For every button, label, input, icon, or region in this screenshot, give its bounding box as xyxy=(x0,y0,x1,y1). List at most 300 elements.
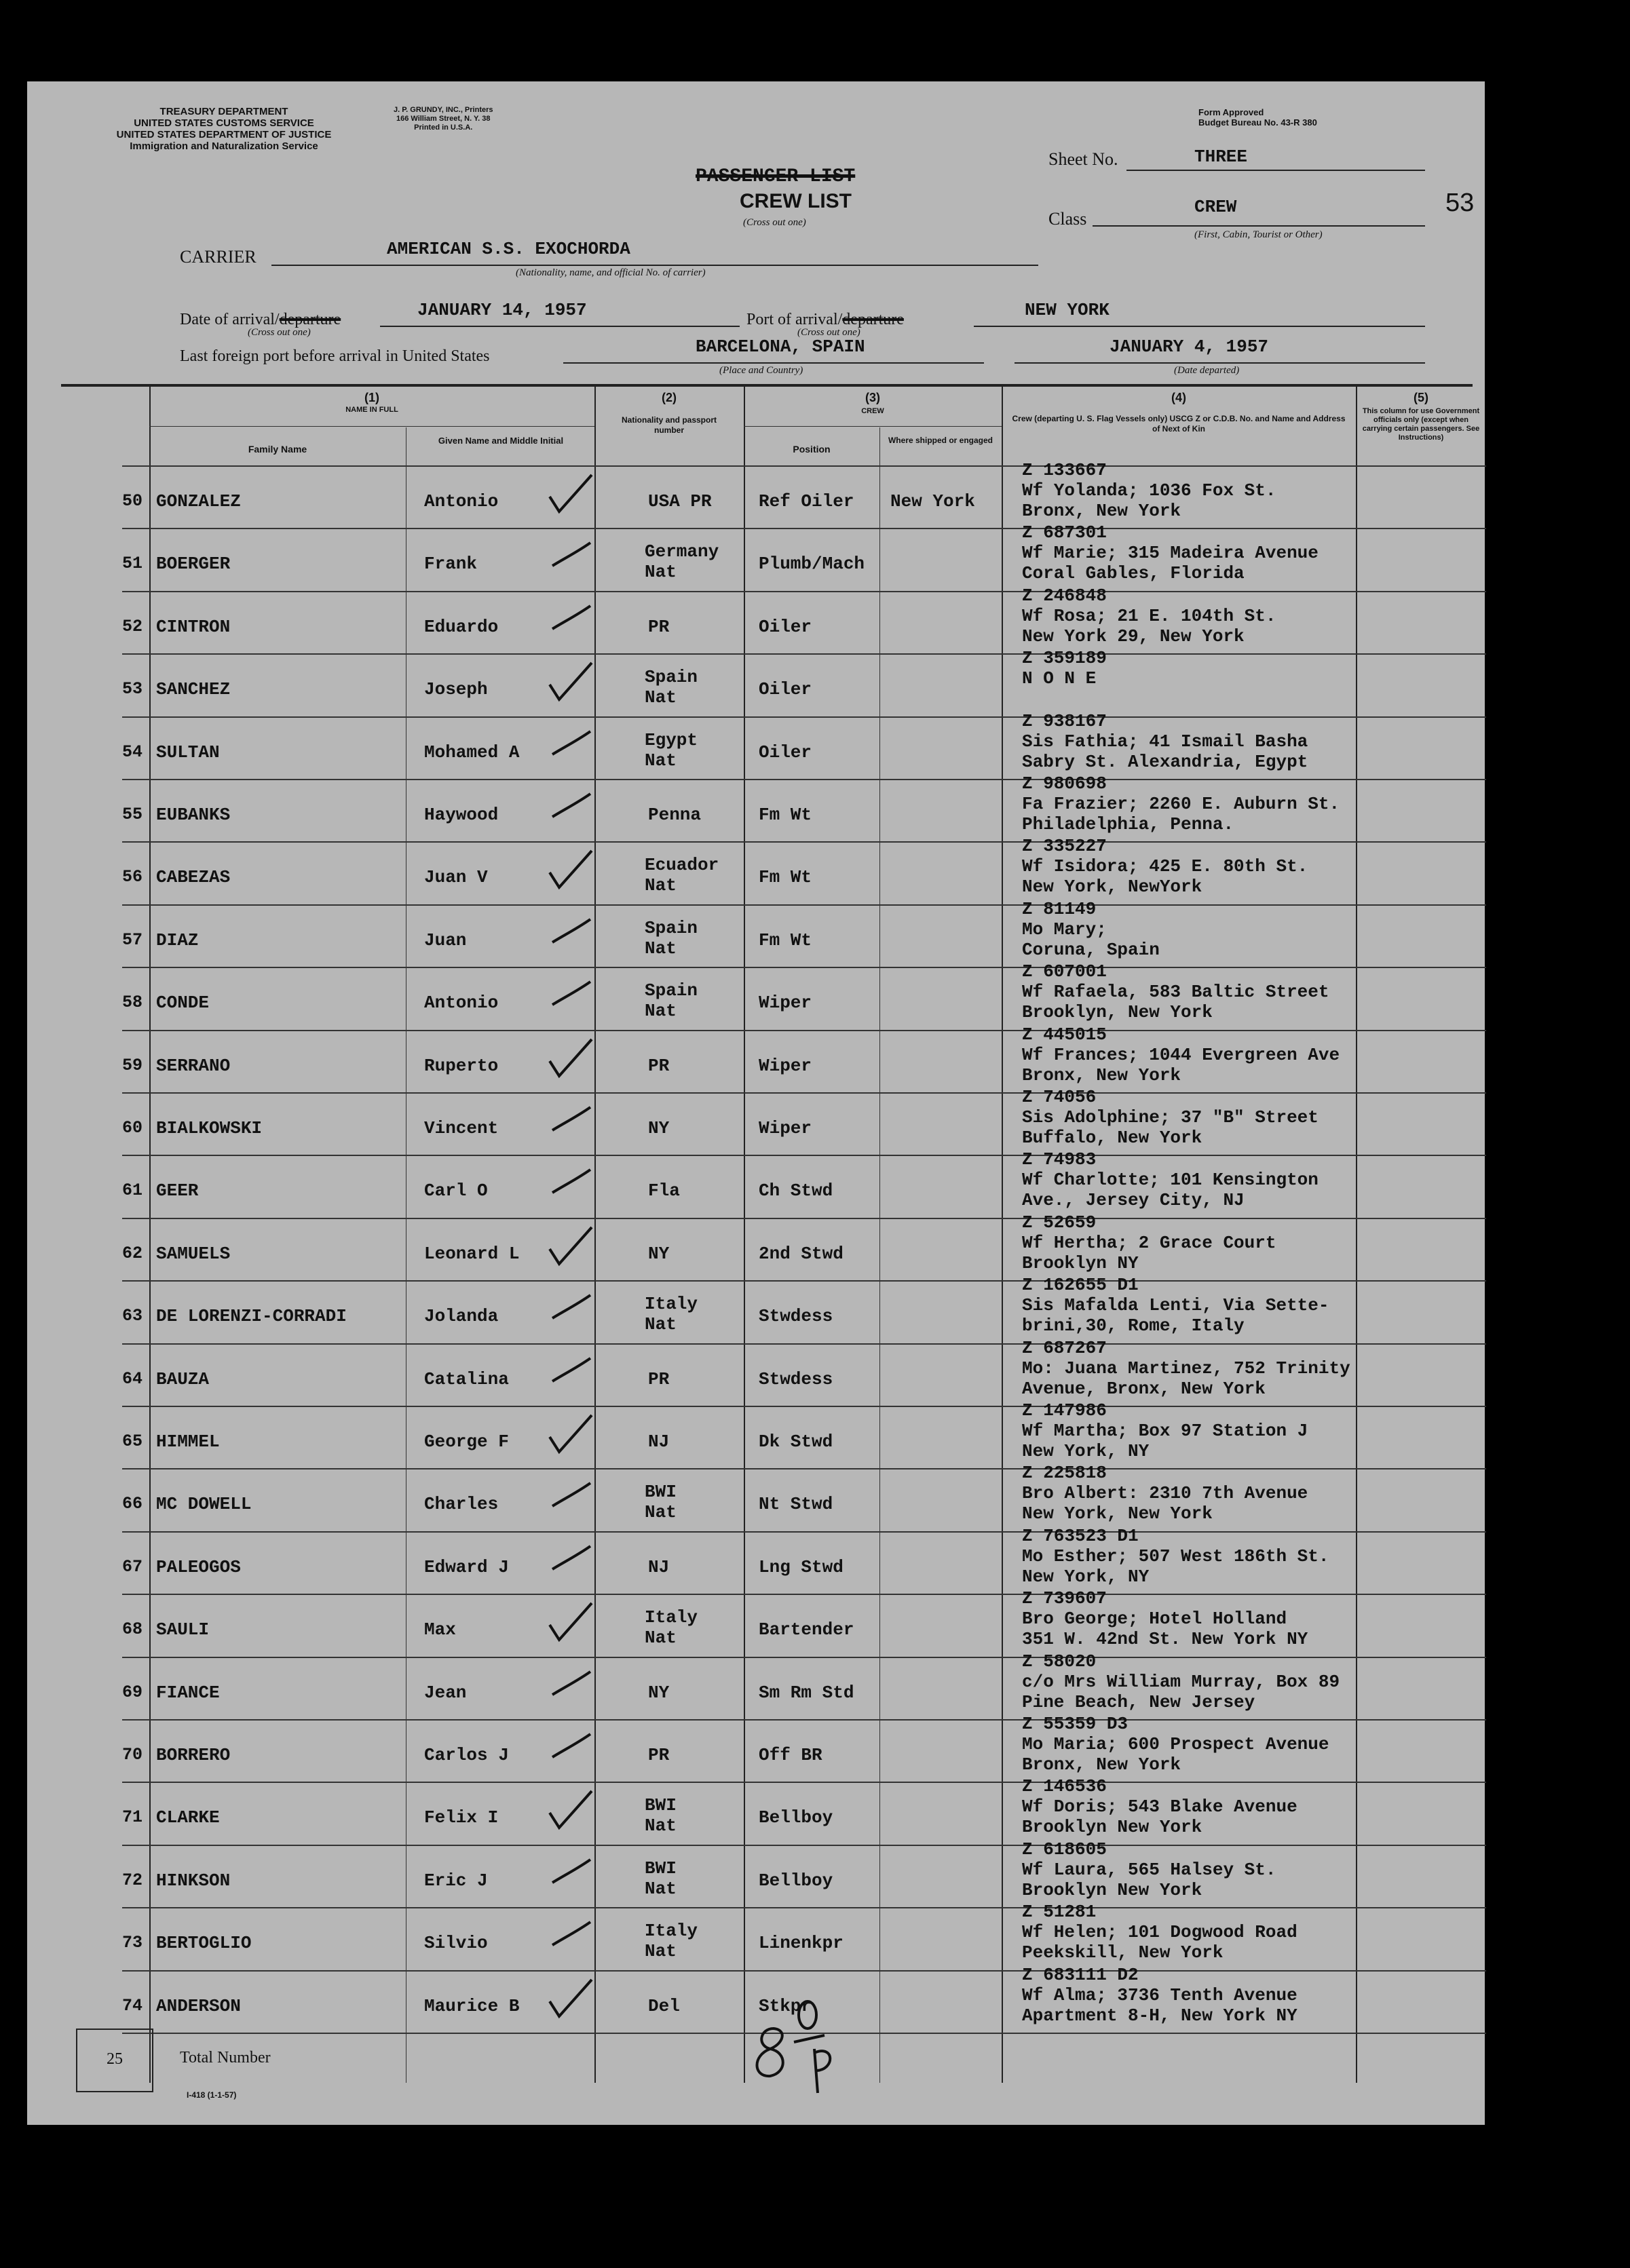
next-of-kin-line2: Avenue, Bronx, New York xyxy=(1022,1378,1266,1399)
class-rule xyxy=(1093,225,1425,227)
nationality: Germany xyxy=(645,541,719,562)
table-row xyxy=(122,1400,1486,1468)
date-rule xyxy=(380,326,740,327)
nationality: Del xyxy=(648,1995,680,2016)
next-of-kin-line1: Bro Albert: 2310 7th Avenue xyxy=(1022,1483,1308,1504)
nationality-status: Nat xyxy=(645,875,677,896)
family-name: ANDERSON xyxy=(156,1995,241,2016)
table-row xyxy=(122,1714,1486,1782)
position: Bartender xyxy=(759,1619,854,1640)
agency-line: UNITED STATES DEPARTMENT OF JUSTICE xyxy=(116,129,332,140)
seaman-number: Z 147986 xyxy=(1022,1400,1107,1421)
class-value: CREW xyxy=(1194,197,1237,217)
nationality: Italy xyxy=(645,1921,698,1942)
position: Plumb/Mach xyxy=(759,554,865,575)
check-mark-icon xyxy=(543,1035,597,1083)
check-mark-icon xyxy=(543,722,597,769)
check-mark-icon xyxy=(543,659,597,706)
given-name: Charles xyxy=(424,1494,499,1515)
table-row xyxy=(122,961,1486,1029)
check-mark-icon xyxy=(543,910,597,957)
col-family-header: Family Name xyxy=(248,444,307,455)
next-of-kin-line2: New York, NY xyxy=(1022,1441,1150,1461)
family-name: CONDE xyxy=(156,993,210,1014)
table-row xyxy=(122,1212,1486,1280)
table-row xyxy=(122,1588,1486,1656)
next-of-kin-line1: Wf Rosa; 21 E. 104th St. xyxy=(1022,605,1276,626)
seaman-number: Z 335227 xyxy=(1022,836,1107,857)
seaman-number: Z 81149 xyxy=(1022,898,1097,919)
carrier-label: CARRIER xyxy=(180,247,257,267)
given-name: Catalina xyxy=(424,1368,509,1389)
port-arrival-label-text: Port of arrival/ xyxy=(746,311,843,328)
family-name: BAUZA xyxy=(156,1368,210,1389)
nationality: Spain xyxy=(645,980,698,1001)
next-of-kin-line2: Peekskill, New York xyxy=(1022,1942,1224,1963)
nationality: Spain xyxy=(645,917,698,938)
given-name: Edward J xyxy=(424,1556,509,1577)
position: Fm Wt xyxy=(759,805,812,825)
col3-title: CREW xyxy=(861,407,884,415)
check-mark-icon xyxy=(543,972,597,1020)
family-name: CABEZAS xyxy=(156,867,231,888)
crew-list-document xyxy=(27,81,1485,2125)
table-row xyxy=(122,1839,1486,1907)
seaman-number: Z 683111 D2 xyxy=(1022,1964,1139,1985)
nationality: BWI xyxy=(645,1482,677,1503)
position: Oiler xyxy=(759,616,812,637)
carrier-rule xyxy=(271,265,1038,266)
check-mark-icon xyxy=(543,1850,597,1898)
next-of-kin-line1: Wf Isidora; 425 E. 80th St. xyxy=(1022,856,1308,877)
printer-line: 166 William Street, N. Y. 38 xyxy=(396,115,491,123)
position: 2nd Stwd xyxy=(759,1243,844,1264)
date-departed-rule xyxy=(1015,362,1425,364)
position: Fm Wt xyxy=(759,929,812,950)
printer-line: J. P. GRUNDY, INC., Printers xyxy=(394,106,493,114)
class-label: Class xyxy=(1048,209,1087,229)
table-row xyxy=(122,773,1486,841)
printer-line: Printed in U.S.A. xyxy=(414,123,473,132)
family-name: BORRERO xyxy=(156,1745,231,1765)
date-departed-value: JANUARY 4, 1957 xyxy=(1110,337,1269,357)
next-of-kin-line2: Coral Gables, Florida xyxy=(1022,563,1245,584)
check-mark-icon xyxy=(543,1474,597,1521)
row-number: 50 xyxy=(122,491,143,511)
check-mark-icon xyxy=(543,1662,597,1710)
next-of-kin-line2: Bronx, New York xyxy=(1022,1754,1181,1775)
cross-out-note: (Cross out one) xyxy=(743,217,806,228)
nationality: PR xyxy=(648,1368,670,1389)
next-of-kin-line2: Ave., Jersey City, NJ xyxy=(1022,1190,1245,1211)
seaman-number: Z 687301 xyxy=(1022,522,1107,543)
table-row xyxy=(122,1024,1486,1092)
form-code: I-418 (1-1-57) xyxy=(187,2090,237,2100)
table-row xyxy=(122,1525,1486,1594)
check-mark-icon xyxy=(543,1286,597,1333)
family-name: GONZALEZ xyxy=(156,491,241,512)
agency-line: Immigration and Naturalization Service xyxy=(130,140,318,152)
col-position-header: Position xyxy=(793,444,831,455)
row-number: 65 xyxy=(122,1431,143,1451)
row-number: 62 xyxy=(122,1243,143,1263)
given-name: Frank xyxy=(424,554,478,575)
seaman-number: Z 52659 xyxy=(1022,1212,1097,1233)
row-number: 63 xyxy=(122,1306,143,1326)
given-name: Eduardo xyxy=(424,616,499,637)
next-of-kin-line2: Brooklyn New York xyxy=(1022,1879,1202,1900)
row-number: 52 xyxy=(122,616,143,636)
given-name: Haywood xyxy=(424,805,499,825)
table-row xyxy=(122,1087,1486,1155)
given-name: Joseph xyxy=(424,679,488,700)
nationality: Penna xyxy=(648,805,702,825)
table-row xyxy=(122,585,1486,653)
nationality-status: Nat xyxy=(645,750,677,771)
last-port-rule xyxy=(563,362,984,364)
given-name: George F xyxy=(424,1431,509,1452)
check-mark-icon xyxy=(543,847,597,894)
check-mark-icon xyxy=(543,1976,597,2023)
col5-number: (5) xyxy=(1414,391,1428,404)
table-row xyxy=(122,1463,1486,1531)
family-name: BOERGER xyxy=(156,554,231,575)
row-number: 68 xyxy=(122,1619,143,1640)
given-name: Max xyxy=(424,1619,456,1640)
row-number: 67 xyxy=(122,1556,143,1577)
nationality: Italy xyxy=(645,1607,698,1628)
nationality-status: Nat xyxy=(645,938,677,959)
date-arrival-value: JANUARY 14, 1957 xyxy=(417,300,587,320)
row-number: 55 xyxy=(122,805,143,824)
table-row xyxy=(122,710,1486,779)
table-row xyxy=(122,1902,1486,1969)
seaman-number: Z 246848 xyxy=(1022,585,1107,606)
next-of-kin-line1: Mo Mary; xyxy=(1022,919,1107,940)
check-mark-icon xyxy=(543,1160,597,1208)
position: Wiper xyxy=(759,1055,812,1076)
total-label: Total Number xyxy=(180,2049,271,2067)
col2-title: Nationality and passport number xyxy=(621,415,717,435)
nationality: NJ xyxy=(648,1431,670,1452)
check-mark-icon xyxy=(543,1787,597,1834)
sheet-rule xyxy=(1126,170,1425,171)
given-name: Juan xyxy=(424,929,467,950)
carrier-note: (Nationality, name, and official No. of carrier) xyxy=(516,267,706,278)
class-note: (First, Cabin, Tourist or Other) xyxy=(1194,229,1323,240)
date-departed-note: (Date departed) xyxy=(1174,365,1240,376)
seaman-number: Z 618605 xyxy=(1022,1839,1107,1860)
next-of-kin-line1: Fa Frazier; 2260 E. Auburn St. xyxy=(1022,794,1340,814)
port-arrival-value: NEW YORK xyxy=(1025,300,1110,320)
form-approved-line: Budget Bureau No. 43-R 380 xyxy=(1198,117,1317,128)
table-row xyxy=(122,1275,1486,1343)
seaman-number: Z 687267 xyxy=(1022,1337,1107,1358)
row-number: 69 xyxy=(122,1682,143,1702)
agency-block xyxy=(68,106,380,152)
given-name: Antonio xyxy=(424,993,499,1014)
family-name: DIAZ xyxy=(156,929,199,950)
date-cross-out-note: (Cross out one) xyxy=(248,327,311,338)
family-name: SAMUELS xyxy=(156,1243,231,1264)
next-of-kin-line1: Sis Adolphine; 37 "B" Street xyxy=(1022,1107,1319,1128)
sheet-label: Sheet No. xyxy=(1048,149,1118,169)
nationality-status: Nat xyxy=(645,1314,677,1335)
given-name: Maurice B xyxy=(424,1995,520,2016)
list-type-struck: PASSENGER LIST xyxy=(696,166,856,187)
nationality-status: Nat xyxy=(645,687,677,708)
row-number: 61 xyxy=(122,1180,143,1201)
position: Sm Rm Std xyxy=(759,1682,854,1703)
nationality: Egypt xyxy=(645,729,698,750)
next-of-kin-line2: New York 29, New York xyxy=(1022,626,1245,647)
position: Stwdess xyxy=(759,1306,833,1327)
table-row xyxy=(122,1337,1486,1406)
position: Ch Stwd xyxy=(759,1180,833,1202)
nationality: Spain xyxy=(645,667,698,688)
check-mark-icon xyxy=(543,1411,597,1459)
nationality: BWI xyxy=(645,1858,677,1879)
row-number: 58 xyxy=(122,993,143,1013)
seaman-number: Z 980698 xyxy=(1022,773,1107,794)
next-of-kin-line2: Pine Beach, New Jersey xyxy=(1022,1691,1255,1712)
sheet-value: THREE xyxy=(1194,147,1248,167)
next-of-kin-line1: Sis Mafalda Lenti, Via Sette- xyxy=(1022,1295,1329,1316)
nationality-status: Nat xyxy=(645,1628,677,1649)
row-number: 66 xyxy=(122,1494,143,1514)
family-name: SANCHEZ xyxy=(156,679,231,700)
table-row xyxy=(122,1149,1486,1217)
seaman-number: Z 146536 xyxy=(1022,1776,1107,1797)
nationality: NY xyxy=(648,1118,670,1138)
next-of-kin-line1: Wf Charlotte; 101 Kensington xyxy=(1022,1170,1319,1191)
date-departure-struck: departure xyxy=(279,311,341,328)
agency-line: TREASURY DEPARTMENT xyxy=(159,106,288,117)
next-of-kin-line2: New York, NewYork xyxy=(1022,877,1202,898)
family-name: BERTOGLIO xyxy=(156,1933,252,1954)
seaman-number: Z 74983 xyxy=(1022,1149,1097,1170)
last-port-value: BARCELONA, SPAIN xyxy=(696,337,865,357)
given-name: Eric J xyxy=(424,1870,488,1891)
next-of-kin-line2: Brooklyn NY xyxy=(1022,1252,1139,1273)
col1-number: (1) xyxy=(364,391,379,404)
row-number: 74 xyxy=(122,1995,143,2016)
col-given-header: Given Name and Middle Initial xyxy=(438,436,564,446)
col4-title: Crew (departing U. S. Flag Vessels only) USCG Z or C.D.B. No. and Name and Address of Next of Kin xyxy=(1012,414,1346,434)
table-row xyxy=(122,1776,1486,1844)
position: Dk Stwd xyxy=(759,1431,833,1452)
total-box xyxy=(76,2029,153,2092)
next-of-kin-line2: New York, NY xyxy=(1022,1566,1150,1587)
date-arrival-label xyxy=(180,311,341,329)
row-number: 73 xyxy=(122,1933,143,1953)
next-of-kin-line2: Bronx, New York xyxy=(1022,1064,1181,1085)
given-name: Jean xyxy=(424,1682,467,1703)
next-of-kin-line1: Mo: Juana Martinez, 752 Trinity xyxy=(1022,1358,1350,1379)
nationality: Italy xyxy=(645,1294,698,1315)
given-name: Antonio xyxy=(424,491,499,512)
col3-number: (3) xyxy=(865,391,880,404)
position: Stwdess xyxy=(759,1368,833,1389)
total-value: 25 xyxy=(107,2050,123,2068)
next-of-kin-line1: Bro George; Hotel Holland xyxy=(1022,1609,1287,1630)
next-of-kin-line1: Wf Doris; 543 Blake Avenue xyxy=(1022,1796,1297,1818)
seaman-number: Z 763523 D1 xyxy=(1022,1525,1139,1546)
table-row xyxy=(122,648,1486,716)
next-of-kin-line1: Wf Martha; Box 97 Station J xyxy=(1022,1421,1308,1441)
next-of-kin-line1: Wf Rafaela, 583 Baltic Street xyxy=(1022,982,1329,1003)
col3-subrule xyxy=(744,426,1002,427)
family-name: CINTRON xyxy=(156,616,231,637)
position: Bellboy xyxy=(759,1807,833,1828)
given-name: Mohamed A xyxy=(424,742,520,763)
crew-table xyxy=(122,387,1486,2083)
position: Linenkpr xyxy=(759,1933,844,1954)
printer-block xyxy=(394,106,493,132)
next-of-kin-line1: Wf Hertha; 2 Grace Court xyxy=(1022,1232,1276,1253)
row-number: 56 xyxy=(122,867,143,887)
seaman-number: Z 55359 D3 xyxy=(1022,1714,1129,1734)
seaman-number: Z 51281 xyxy=(1022,1902,1097,1923)
family-name: SAULI xyxy=(156,1619,210,1640)
given-name: Felix I xyxy=(424,1807,499,1828)
next-of-kin-line2: Philadelphia, Penna. xyxy=(1022,814,1234,834)
next-of-kin-line2: Bronx, New York xyxy=(1022,501,1181,521)
given-name: Ruperto xyxy=(424,1055,499,1076)
nationality-status: Nat xyxy=(645,1941,677,1962)
nationality-status: Nat xyxy=(645,1878,677,1899)
table-row xyxy=(122,836,1486,904)
check-mark-icon xyxy=(543,1599,597,1647)
next-of-kin-line1: N O N E xyxy=(1022,668,1097,689)
col-shipped-header: Where shipped or engaged xyxy=(888,436,993,445)
col4-number: (4) xyxy=(1171,391,1186,404)
col2-number: (2) xyxy=(662,391,677,404)
family-name: MC DOWELL xyxy=(156,1494,252,1515)
handwritten-note xyxy=(733,1981,882,2117)
col1-subrule xyxy=(149,426,594,427)
position: Oiler xyxy=(759,679,812,700)
position: Fm Wt xyxy=(759,867,812,888)
table-row xyxy=(122,522,1486,590)
row-number: 54 xyxy=(122,742,143,762)
seaman-number: Z 225818 xyxy=(1022,1463,1107,1484)
table-row xyxy=(122,460,1486,528)
next-of-kin-line2: New York, New York xyxy=(1022,1503,1213,1524)
position: Bellboy xyxy=(759,1870,833,1891)
port-rule xyxy=(974,326,1425,327)
next-of-kin-line1: Sis Fathia; 41 Ismail Basha xyxy=(1022,731,1308,752)
port-arrival-label xyxy=(746,311,904,329)
nationality-status: Nat xyxy=(645,1815,677,1837)
seaman-number: Z 359189 xyxy=(1022,648,1107,669)
position: Wiper xyxy=(759,1118,812,1138)
form-approved-block xyxy=(1198,107,1317,128)
check-mark-icon xyxy=(543,596,597,644)
port-cross-out-note: (Cross out one) xyxy=(797,327,860,338)
check-mark-icon xyxy=(543,1537,597,1584)
position: Oiler xyxy=(759,742,812,763)
check-mark-icon xyxy=(543,1913,597,1960)
nationality: Fla xyxy=(648,1180,680,1202)
check-mark-icon xyxy=(543,533,597,581)
carrier-value: AMERICAN S.S. EXOCHORDA xyxy=(387,239,630,259)
next-of-kin-line1: Wf Yolanda; 1036 Fox St. xyxy=(1022,480,1276,501)
given-name: Carlos J xyxy=(424,1745,509,1765)
position: Ref Oiler xyxy=(759,491,854,512)
family-name: SERRANO xyxy=(156,1055,231,1076)
check-mark-icon xyxy=(543,471,597,518)
nationality: NJ xyxy=(648,1556,670,1577)
row-number: 53 xyxy=(122,679,143,699)
next-of-kin-line1: Wf Laura, 565 Halsey St. xyxy=(1022,1859,1276,1880)
given-name: Jolanda xyxy=(424,1306,499,1327)
family-name: HINKSON xyxy=(156,1870,231,1891)
given-name: Leonard L xyxy=(424,1243,520,1264)
given-name: Carl O xyxy=(424,1180,488,1202)
next-of-kin-line1: Wf Frances; 1044 Evergreen Ave xyxy=(1022,1044,1340,1065)
next-of-kin-line2: brini,30, Rome, Italy xyxy=(1022,1315,1245,1337)
seaman-number: Z 133667 xyxy=(1022,460,1107,480)
nationality: NY xyxy=(648,1243,670,1264)
next-of-kin-line1: Mo Maria; 600 Prospect Avenue xyxy=(1022,1734,1329,1754)
row-number: 64 xyxy=(122,1368,143,1389)
check-mark-icon xyxy=(543,1223,597,1271)
seaman-number: Z 162655 D1 xyxy=(1022,1275,1139,1296)
position: Nt Stwd xyxy=(759,1494,833,1515)
nationality: BWI xyxy=(645,1795,677,1816)
row-number: 60 xyxy=(122,1118,143,1138)
position: Wiper xyxy=(759,993,812,1014)
family-name: CLARKE xyxy=(156,1807,220,1828)
col1-title: NAME IN FULL xyxy=(345,406,398,414)
row-number: 70 xyxy=(122,1745,143,1765)
nationality: Ecuador xyxy=(645,855,719,876)
row-number: 72 xyxy=(122,1870,143,1890)
given-name: Vincent xyxy=(424,1118,499,1138)
nationality-status: Nat xyxy=(645,1001,677,1022)
nationality: USA PR xyxy=(648,491,712,512)
next-of-kin-line2: Sabry St. Alexandria, Egypt xyxy=(1022,751,1308,772)
next-of-kin-line2: Buffalo, New York xyxy=(1022,1128,1202,1148)
seaman-number: Z 74056 xyxy=(1022,1087,1097,1107)
next-of-kin-line1: Wf Alma; 3736 Tenth Avenue xyxy=(1022,1984,1297,2005)
position: Lng Stwd xyxy=(759,1556,844,1577)
check-mark-icon xyxy=(543,784,597,832)
family-name: EUBANKS xyxy=(156,805,231,825)
nationality-status: Nat xyxy=(645,562,677,583)
nationality: PR xyxy=(648,1055,670,1076)
check-mark-icon xyxy=(543,1098,597,1145)
next-of-kin-line1: c/o Mrs William Murray, Box 89 xyxy=(1022,1671,1340,1692)
family-name: PALEOGOS xyxy=(156,1556,241,1577)
seaman-number: Z 938167 xyxy=(1022,710,1107,731)
seaman-number: Z 607001 xyxy=(1022,961,1107,982)
form-approved-line: Form Approved xyxy=(1198,107,1264,117)
page-number: 53 xyxy=(1445,189,1475,217)
family-name: HIMMEL xyxy=(156,1431,220,1452)
nationality: PR xyxy=(648,1745,670,1765)
shipped-engaged: New York xyxy=(890,491,975,512)
row-number: 57 xyxy=(122,929,143,950)
next-of-kin-line1: Wf Marie; 315 Madeira Avenue xyxy=(1022,543,1319,564)
next-of-kin-line2: Apartment 8-H, New York NY xyxy=(1022,2005,1297,2026)
check-mark-icon xyxy=(543,1349,597,1396)
position: Off BR xyxy=(759,1745,822,1765)
row-number: 71 xyxy=(122,1807,143,1828)
list-type-title: CREW LIST xyxy=(740,190,852,212)
family-name: GEER xyxy=(156,1180,199,1202)
